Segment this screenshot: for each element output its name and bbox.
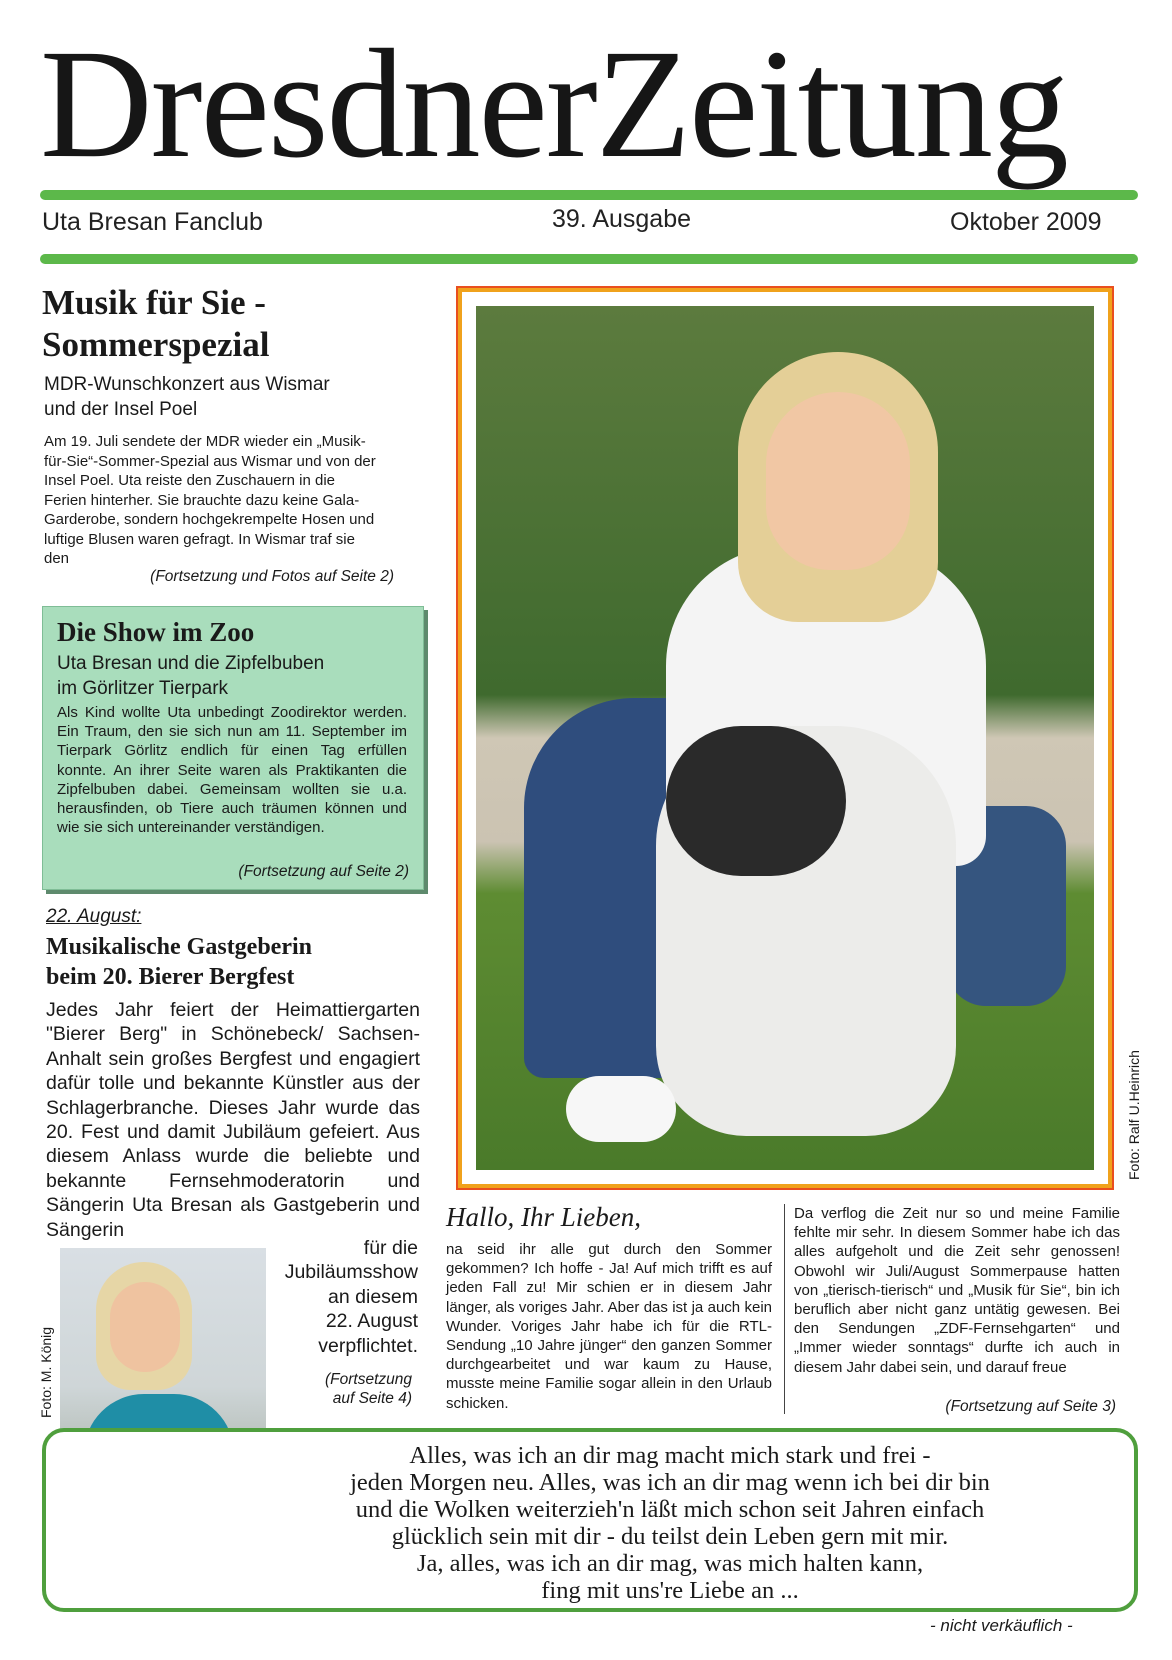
lyrics-line: Ja, alles, was ich an dir mag, was mich halten kann, [416,1550,924,1577]
zoo-article-subtitle-line2: im Görlitzer Tierpark [57,678,229,699]
bergfest-side-line: 22. August [325,1310,418,1333]
letter-column-1: na seid ihr alle gut durch den Sommer gekommen? Ich hoffe - Ja! Auf mich trifft es auf jeden Fall zu! Mir schien er in diesem Jahr länger, als voriges Jahr. Aber das ist ja auch kein Wunder. Voriges Jahr habe ich für die RTL-Sendung „10 Jahre jünger“ den ganzen Sommer durchgearbeitet und war kaum zu Hause, musste meine Familie sogar allein in den Urlaub schicken. [446,1241,772,1412]
small-photo-credit: Foto: M. König [38,1326,54,1418]
top-rule [40,190,1138,200]
zoo-article-title: Die Show im Zoo [57,617,255,647]
bergfest-side-text [272,1236,418,1358]
article-musik-continuation: (Fortsetzung und Fotos auf Seite 2) [150,568,394,585]
letter-column-2: Da verflog die Zeit nur so und meine Familie fehlte mir sehr. In diesem Sommer habe ich das alles aufgeholt und die Zeit sehr genossen! Obwohl wir Juli/August Sommerpause hatten von „tierisch-tierisch“ und „Musik für Sie“, bin ich beruflich aber nicht ganz untätig gewesen. Bei den Sendungen „ZDF-Fernsehgarten“ und „Immer wieder sonntags“ durfte ich auch in diesem Jahr dabei sein, und darauf freue [794,1205,1120,1376]
issue-date: Oktober 2009 [950,208,1102,236]
bergfest-side-line: Jubiläumsshow [284,1261,418,1284]
zoo-article-continuation: (Fortsetzung auf Seite 2) [238,863,409,880]
lyrics-box [42,1428,1138,1612]
bergfest-side-line: an diesem [328,1285,418,1308]
masthead-title: DresdnerZeitung [40,17,1067,190]
issue-number: 39. Ausgabe [552,205,692,233]
bergfest-continuation-line1: (Fortsetzung [324,1371,412,1388]
bergfest-title [46,932,312,992]
fanclub-name: Uta Bresan Fanclub [42,208,263,236]
photo-figure-face [110,1282,180,1372]
article-musik-subtitle-line1: MDR-Wunschkonzert aus Wismar [44,374,330,395]
bergfest-side-line: verpflichtet. [318,1334,418,1357]
article-musik-title [42,282,269,366]
letter-greeting: Hallo, Ihr Lieben, [446,1202,641,1232]
photo-dog-head [666,726,846,876]
article-musik-subtitle [44,372,330,422]
letter-column-divider [784,1204,785,1414]
main-photo-credit: Foto: Ralf U.Heinrich [1126,1050,1142,1180]
article-musik-title-line1: Musik für Sie - [42,283,266,322]
footer-note: - nicht verkäuflich - [930,1616,1073,1635]
lyrics-line: und die Wolken weiterzieh'n läßt mich schon seit Jahren einfach [355,1496,985,1523]
bergfest-side-line: für die [363,1237,418,1259]
photo-face [766,392,910,570]
letter-continuation: (Fortsetzung auf Seite 3) [945,1398,1116,1415]
bergfest-title-line1: Musikalische Gastgeberin [46,934,313,960]
zoo-article-body: Als Kind wollte Uta unbedingt Zoodirektor werden. Ein Traum, den sie sich nun am 11. September im Tierpark Görlitz endlich für einen Tag erfüllen konnte. An ihrer Seite waren als Praktikanten die Zipfelbuben dabei. Gemeinsam wollten sie u.a. herausfinden, ob Tiere auch träumen können und wie sie sich untereinander verständigen. [57,704,407,837]
bergfest-title-line2: beim 20. Bierer Bergfest [46,964,295,990]
article-musik-body: Am 19. Juli sendete der MDR wieder ein „Musik-für-Sie“-Sommer-Spezial aus Wismar und von der Insel Poel. Uta reiste den Zuschauern in die Ferien hinterher. Sie brauchte dazu keine Gala-Garderobe, sondern hochgekrempelte Hosen und luftige Blusen waren gefragt. In Wismar traf sie den [44,433,376,567]
lyrics-line: jeden Morgen neu. Alles, was ich an dir mag wenn ich bei dir bin [350,1469,990,1496]
header-bottom-rule [40,254,1138,264]
bergfest-continuation-line2: auf Seite 4) [332,1390,412,1407]
zoo-article-subtitle-line1: Uta Bresan und die Zipfelbuben [57,653,325,674]
bergfest-continuation [272,1370,412,1408]
bergfest-date: 22. August: [46,906,142,927]
main-photo-frame [458,288,1112,1188]
bergfest-body: Jedes Jahr feiert der Heimattiergarten "Bierer Berg" in Schönebeck/ Sachsen-Anhalt sein großes Bergfest und engagiert dafür tolle und bekannte Künstler aus der Schlagerbranche. Dieses Jahr wurde das 20. Fest und damit Jubiläum gefeiert. Aus diesem Anlass wurde die beliebte und bekannte Fernsehmoderatorin und Sängerin Uta Bresan als Gastgeberin und Sängerin [46,999,420,1241]
article-musik-subtitle-line2: und der Insel Poel [44,399,198,420]
article-musik-title-line2: Sommerspezial [42,325,270,364]
zoo-article-subtitle [57,651,324,701]
zoo-article-box [42,606,424,890]
photo-shoe [566,1076,676,1142]
lyrics-line: fing mit uns're Liebe an ... [541,1577,799,1604]
lyrics-line: Alles, was ich an dir mag macht mich stark und frei - [409,1442,931,1469]
lyrics-line: glücklich sein mit dir - du teilst dein Leben gern mit mir. [391,1523,949,1550]
uta-with-dog-photo [476,306,1094,1170]
